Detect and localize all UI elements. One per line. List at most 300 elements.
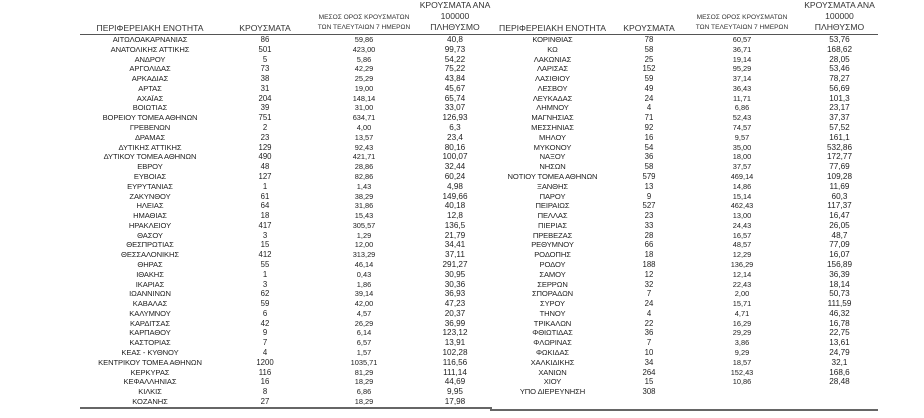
table-row [490, 299, 878, 309]
avg7-cell: 15,43 [354, 211, 374, 221]
table-row [490, 143, 878, 153]
per100k-cell: 56,69 [829, 83, 850, 93]
region-cell: ΠΕΛΛΑΣ [537, 211, 568, 221]
cases-cell: 58 [644, 44, 654, 54]
region-cell: ΠΡΕΒΕΖΑΣ [532, 230, 573, 240]
per100k-cell: 28,05 [829, 54, 850, 64]
table-row [490, 133, 878, 143]
avg7-cell: 48,57 [732, 240, 752, 250]
per100k-cell: 53,46 [829, 64, 850, 74]
spacer-cell [801, 397, 878, 410]
per100k-cell: 77,69 [829, 162, 850, 172]
cases-cell: 12 [644, 269, 654, 279]
table-row [490, 319, 878, 329]
table-row [80, 348, 492, 358]
cases-cell: 4 [646, 308, 652, 318]
table-row [80, 319, 492, 329]
per100k-cell: 17,98 [418, 397, 492, 408]
avg7-cell: 9,29 [734, 348, 750, 357]
header-per100k [418, 0, 492, 35]
header-region: ΠΕΡΙΦΕΡΕΙΑΚΗ ΕΝΟΤΗΤΑ [80, 0, 220, 35]
per100k-cell: 99,73 [444, 44, 466, 54]
avg7-cell: 16,57 [732, 230, 752, 240]
region-cell: ΑΡΓΟΛΙΔΑΣ [129, 64, 171, 74]
region-cell: ΥΠΟ ΔΙΕΡΕΥΝΗΣΗ [519, 387, 586, 397]
per100k-cell: 168,6 [829, 367, 850, 377]
header-per100k-line2: ΠΛΗΘΥΣΜΟ [430, 22, 480, 32]
table-row [490, 55, 878, 65]
avg7-cell: 15,71 [732, 299, 752, 309]
avg7-cell: 1,86 [356, 279, 372, 289]
per100k-cell: 123,12 [442, 328, 468, 338]
cases-cell: 24 [644, 93, 654, 103]
cases-cell: 28 [644, 230, 654, 240]
table-row [490, 260, 878, 270]
header-cases: ΚΡΟΥΣΜΑΤΑ [615, 0, 683, 35]
table-row [490, 270, 878, 280]
per100k-cell: 20,37 [444, 308, 466, 318]
avg7-cell: 4,00 [356, 123, 372, 133]
cases-cell: 751 [258, 113, 272, 123]
table-row [490, 182, 878, 192]
per100k-cell: 40,8 [447, 35, 463, 44]
cases-cell: 33 [644, 220, 654, 230]
region-cell: ΚΕΑΣ - ΚΥΘΝΟΥ [121, 348, 179, 357]
region-cell: ΗΛΕΙΑΣ [136, 201, 164, 211]
region-cell: ΑΡΤΑΣ [138, 83, 162, 93]
cases-cell: 16 [260, 377, 270, 387]
avg7-cell: 18,57 [732, 357, 752, 367]
avg7-cell: 148,14 [352, 93, 376, 103]
cases-cell: 39 [260, 103, 270, 113]
table-row [80, 299, 492, 309]
spacer-cell [683, 397, 801, 410]
table-row [80, 250, 492, 260]
cases-cell: 129 [258, 142, 272, 152]
header-per100k [801, 0, 878, 35]
per100k-cell: 26,05 [829, 220, 850, 230]
region-cell: ΕΥΒΟΙΑΣ [133, 171, 167, 181]
cases-cell: 71 [644, 113, 654, 123]
table-row [490, 45, 878, 55]
table-row [80, 240, 492, 250]
per100k-cell: 16,78 [829, 318, 850, 328]
avg7-cell: 59,86 [354, 35, 374, 44]
table-row [490, 172, 878, 182]
region-cell: ΚΕΦΑΛΛΗΝΙΑΣ [123, 377, 177, 387]
avg7-cell: 37,14 [732, 74, 752, 84]
table-row [80, 162, 492, 172]
table-row [80, 211, 492, 221]
per100k-cell: 149,66 [442, 191, 468, 201]
avg7-cell: 305,57 [352, 220, 376, 230]
region-cell: ΔΡΑΜΑΣ [134, 132, 166, 142]
avg7-cell: 36,71 [732, 44, 752, 54]
region-cell: ΛΑΡΙΣΑΣ [536, 64, 569, 74]
avg7-cell: 14,86 [732, 181, 752, 191]
cases-cell: 55 [260, 259, 270, 269]
region-cell: ΠΑΡΟΥ [539, 191, 566, 201]
avg7-cell: 10,86 [732, 377, 752, 387]
per100k-cell: 57,52 [829, 123, 850, 133]
avg7-cell: 1,57 [356, 348, 372, 357]
avg7-cell: 31,86 [354, 201, 374, 211]
region-cell: ΑΝΑΤΟΛΙΚΗΣ ΑΤΤΙΚΗΣ [110, 44, 190, 54]
avg7-cell: 74,57 [732, 123, 752, 133]
cases-cell: 4 [646, 103, 652, 113]
table-body-right [490, 35, 878, 410]
per100k-cell: 109,28 [826, 171, 853, 181]
avg7-cell: 1,29 [356, 230, 372, 240]
avg7-cell: 28,86 [354, 162, 374, 172]
region-cell: ΝΗΣΩΝ [539, 162, 566, 172]
cases-cell: 49 [644, 83, 654, 93]
region-cell: ΕΥΡΥΤΑΝΙΑΣ [127, 181, 173, 191]
per100k-cell: 6,3 [449, 123, 461, 133]
cases-cell: 116 [258, 367, 272, 377]
per100k-cell: 111,14 [443, 367, 467, 377]
table-row [490, 192, 878, 202]
region-cell: ΜΗΛΟΥ [539, 132, 566, 142]
avg7-cell: 18,00 [732, 152, 752, 162]
table-row [80, 397, 492, 408]
cases-cell: 3 [262, 230, 268, 240]
avg7-cell: 81,29 [354, 367, 374, 377]
per100k-cell: 16,07 [829, 250, 850, 260]
region-cell: ΦΛΩΡΙΝΑΣ [533, 338, 572, 348]
table-row [80, 45, 492, 55]
per100k-cell: 136,5 [444, 220, 466, 230]
per100k-cell: 9,95 [447, 387, 463, 397]
header-per100k-line1: ΚΡΟΥΣΜΑΤΑ ΑΝΑ 100000 [419, 0, 491, 21]
avg7-cell: 6,86 [356, 387, 372, 397]
cases-table-left [80, 0, 492, 409]
cases-cell: 264 [642, 367, 656, 377]
cases-cell: 23 [644, 211, 654, 221]
per100k-cell: 34,41 [444, 240, 466, 250]
region-cell: ΘΕΣΠΡΩΤΙΑΣ [126, 240, 174, 250]
per100k-cell: 80,16 [444, 142, 466, 152]
region-cell: ΚΕΝΤΡΙΚΟΥ ΤΟΜΕΑ ΑΘΗΝΩΝ [98, 357, 202, 367]
table-row [80, 152, 492, 162]
table-row [490, 123, 878, 133]
region-cell: ΣΑΜΟΥ [539, 269, 566, 279]
cases-cell: 16 [644, 132, 654, 142]
region-cell: ΒΟΡΕΙΟΥ ΤΟΜΕΑ ΑΘΗΝΩΝ [102, 113, 198, 123]
cases-cell: 1200 [256, 357, 274, 367]
region-cell: ΗΜΑΘΙΑΣ [133, 211, 167, 221]
region-cell: ΒΟΙΩΤΙΑΣ [132, 103, 168, 113]
per100k-cell: 33,07 [444, 103, 466, 113]
table-row [80, 368, 492, 378]
per100k-cell: 45,67 [444, 83, 466, 93]
table-row [80, 94, 492, 104]
region-cell: ΑΧΑΪΑΣ [136, 93, 164, 103]
avg7-cell: 462,43 [730, 201, 754, 211]
table-row [80, 328, 492, 338]
cases-cell: 3 [262, 279, 268, 289]
cases-cell: 417 [258, 220, 272, 230]
table-row [80, 172, 492, 182]
table-row [80, 280, 492, 290]
cases-cell: 31 [260, 83, 270, 93]
cases-cell: 23 [260, 132, 270, 142]
per100k-cell: 48,7 [831, 230, 848, 240]
region-cell: ΓΡΕΒΕΝΩΝ [129, 123, 171, 133]
table-row [80, 133, 492, 143]
cases-cell: 54 [644, 142, 654, 152]
region-cell: ΑΙΤΩΛΟΑΚΑΡΝΑΝΙΑΣ [112, 35, 188, 44]
table-row [490, 201, 878, 211]
cases-cell: 32 [644, 279, 654, 289]
cases-cell: 22 [644, 318, 654, 328]
per100k-cell: 101,3 [829, 93, 850, 103]
table-row [490, 103, 878, 113]
per100k-cell: 23,17 [829, 103, 850, 113]
per100k-cell: 24,79 [829, 348, 850, 357]
cases-cell: 10 [644, 348, 654, 357]
region-cell: ΚΑΡΠΑΘΟΥ [129, 328, 171, 338]
table-row [80, 387, 492, 397]
table-row [490, 162, 878, 172]
cases-cell: 5 [262, 54, 268, 64]
table-row [490, 358, 878, 368]
region-cell: ΔΥΤΙΚΟΥ ΤΟΜΕΑ ΑΘΗΝΩΝ [103, 152, 197, 162]
per100k-cell: 168,62 [826, 44, 853, 54]
per100k-cell: 100,07 [442, 152, 468, 162]
avg7-cell: 42,00 [354, 299, 374, 309]
cases-cell: 66 [644, 240, 654, 250]
region-cell: ΙΚΑΡΙΑΣ [135, 279, 165, 289]
avg7-cell: 52,43 [732, 113, 752, 123]
cases-cell: 61 [260, 191, 270, 201]
table-row [80, 143, 492, 153]
table-row [490, 289, 878, 299]
table-row-spacer [490, 397, 878, 410]
avg7-cell: 25,29 [354, 74, 374, 84]
table-row [490, 35, 878, 45]
table-row [490, 84, 878, 94]
region-cell: ΧΑΝΙΩΝ [538, 367, 567, 377]
per100k-cell: 28,48 [829, 377, 850, 387]
region-cell: ΑΝΔΡΟΥ [134, 54, 166, 64]
per100k-cell: 43,84 [444, 74, 466, 84]
per100k-cell: 32,1 [831, 357, 848, 367]
region-cell: ΚΩ [547, 44, 558, 54]
avg7-cell: 13,00 [732, 211, 752, 221]
cases-cell: 527 [642, 201, 656, 211]
per100k-cell: 102,28 [442, 348, 468, 357]
cases-cell: 152 [642, 64, 656, 74]
table-row [490, 368, 878, 378]
table-row [80, 201, 492, 211]
cases-cell: 27 [220, 397, 310, 408]
region-cell: ΛΕΣΒΟΥ [537, 83, 568, 93]
avg7-cell: 15,14 [732, 191, 752, 201]
region-cell: ΝΟΤΙΟΥ ΤΟΜΕΑ ΑΘΗΝΩΝ [507, 171, 598, 181]
cases-cell: 7 [646, 289, 652, 299]
avg7-cell: 1,43 [356, 181, 372, 191]
per100k-cell: 111,59 [827, 299, 852, 309]
avg7-cell: 35,00 [732, 142, 752, 152]
per100k-cell: 75,22 [444, 64, 466, 74]
avg7-cell: 42,29 [354, 64, 374, 74]
region-cell: ΙΘΑΚΗΣ [136, 269, 164, 279]
avg7-cell: 136,29 [730, 259, 754, 269]
region-cell: ΞΑΝΘΗΣ [537, 181, 568, 191]
region-cell: ΔΥΤΙΚΗΣ ΑΤΤΙΚΗΣ [118, 142, 182, 152]
table-row [80, 74, 492, 84]
avg7-cell: 12,00 [354, 240, 374, 250]
per100k-cell: 11,69 [829, 181, 850, 191]
per100k-cell: 47,23 [444, 299, 466, 309]
region-cell: ΠΙΕΡΙΑΣ [538, 220, 567, 230]
cases-cell: 24 [644, 299, 654, 309]
cases-cell: 15 [644, 377, 654, 387]
table-row [80, 260, 492, 270]
avg7-cell: 2,00 [734, 289, 750, 299]
avg7-cell: 16,29 [732, 318, 752, 328]
cases-cell: 86 [260, 35, 270, 44]
avg7-cell: 29,29 [732, 328, 752, 338]
per100k-cell: 116,56 [442, 357, 468, 367]
table-row [80, 84, 492, 94]
per100k-cell: 12,8 [447, 211, 463, 221]
avg7-cell: 18,29 [354, 377, 374, 387]
avg7-cell: 12,14 [732, 269, 752, 279]
avg7-cell: 24,43 [732, 220, 752, 230]
per100k-cell: 4,98 [447, 181, 463, 191]
cases-cell: 36 [644, 328, 654, 338]
region-cell: ΜΑΓΝΗΣΙΑΣ [531, 113, 574, 123]
region-cell: ΘΑΣΟΥ [137, 230, 163, 240]
region-cell: ΣΕΡΡΩΝ [537, 279, 568, 289]
per100k-cell: 36,93 [444, 289, 466, 299]
region-cell: ΙΩΑΝΝΙΝΩΝ [129, 289, 171, 299]
avg7-cell: 152,43 [730, 367, 754, 377]
per100k-cell: 23,4 [447, 132, 463, 142]
region-cell: ΜΕΣΣΗΝΙΑΣ [531, 123, 574, 133]
avg7-cell: 26,29 [354, 318, 374, 328]
cases-cell: 490 [258, 152, 272, 162]
region-cell: ΚΙΛΚΙΣ [138, 387, 162, 397]
table-row [490, 348, 878, 358]
region-cell: ΦΘΙΩΤΙΔΑΣ [532, 328, 573, 338]
avg7-cell [683, 387, 801, 397]
avg7-cell: 46,14 [354, 259, 374, 269]
region-cell: ΣΠΟΡΑΔΩΝ [531, 289, 574, 299]
region-cell: ΠΕΙΡΑΙΩΣ [535, 201, 570, 211]
header-per100k-line1: ΚΡΟΥΣΜΑΤΑ ΑΝΑ 100000 [804, 0, 875, 21]
cases-cell: 92 [644, 123, 654, 133]
table-row [80, 55, 492, 65]
region-cell: ΧΙΟΥ [543, 377, 562, 387]
avg7-cell: 0,43 [356, 269, 372, 279]
avg7-cell: 634,71 [352, 113, 376, 123]
table-row [80, 270, 492, 280]
per100k-cell: 291,27 [442, 259, 468, 269]
region-cell: ΛΕΥΚΑΔΑΣ [532, 93, 573, 103]
per100k-cell: 13,61 [829, 338, 850, 348]
cases-cell: 18 [260, 211, 270, 221]
table-row [490, 280, 878, 290]
table-row [80, 192, 492, 202]
region-cell: ΡΟΔΟΠΗΣ [534, 250, 571, 260]
cases-cell: 7 [646, 338, 652, 348]
avg7-cell: 38,29 [354, 191, 374, 201]
cases-cell: 4 [262, 348, 268, 357]
table-row [490, 240, 878, 250]
spacer-cell [490, 397, 615, 410]
per100k-cell: 53,76 [829, 35, 850, 44]
per100k-cell: 78,27 [829, 74, 850, 84]
region-cell: ΚΑΛΥΜΝΟΥ [129, 308, 171, 318]
avg7-cell: 60,57 [732, 35, 752, 44]
cases-cell: 38 [260, 74, 270, 84]
cases-cell: 204 [258, 93, 272, 103]
avg7-cell: 469,14 [730, 171, 754, 181]
avg7-cell: 39,14 [354, 289, 374, 299]
table-row [80, 113, 492, 123]
per100k-cell: 40,18 [444, 201, 466, 211]
region-cell: ΜΥΚΟΝΟΥ [533, 142, 572, 152]
cases-cell: 59 [260, 299, 270, 309]
per100k-cell: 126,93 [442, 113, 468, 123]
per100k-cell: 54,22 [444, 54, 466, 64]
table-row [490, 113, 878, 123]
region-cell: ΛΗΜΝΟΥ [536, 103, 569, 113]
avg7-cell: 31,00 [354, 103, 374, 113]
per100k-cell: 77,09 [829, 240, 850, 250]
cases-cell: 59 [644, 74, 654, 84]
table-row [490, 221, 878, 231]
per100k-cell: 117,37 [827, 201, 852, 211]
cases-cell: 8 [262, 387, 268, 397]
table-row [490, 328, 878, 338]
region-cell: ΘΕΣΣΑΛΟΝΙΚΗΣ [121, 250, 179, 260]
table-row [80, 377, 492, 387]
per100k-cell: 13,91 [444, 338, 466, 348]
cases-cell: 36 [644, 152, 654, 162]
cases-cell: 34 [644, 357, 654, 367]
cases-cell: 2 [262, 123, 268, 133]
spacer-cell [615, 397, 683, 410]
avg7-cell: 6,57 [356, 338, 372, 348]
region-cell: ΖΑΚΥΝΘΟΥ [129, 191, 171, 201]
header-avg7-line1: ΜΕΣΟΣ ΟΡΟΣ ΚΡΟΥΣΜΑΤΩΝ [318, 14, 410, 21]
avg7-cell: 5,86 [356, 54, 372, 64]
per100k-cell: 30,95 [444, 269, 466, 279]
avg7-cell: 95,29 [732, 64, 752, 74]
region-cell: ΤΗΝΟΥ [539, 308, 566, 318]
cases-cell: 58 [644, 162, 654, 172]
table-row [80, 35, 492, 45]
avg7-cell: 19,14 [732, 54, 752, 64]
per100k-cell: 37,11 [445, 250, 465, 260]
table-row [490, 250, 878, 260]
region-cell: ΚΟΡΙΝΘΙΑΣ [532, 35, 573, 44]
table-row [80, 64, 492, 74]
region-cell: ΚΑΒΑΛΑΣ [132, 299, 168, 309]
cases-cell: 48 [260, 162, 270, 172]
per100k-cell: 161,1 [829, 132, 850, 142]
table-row [490, 231, 878, 241]
cases-cell: 15 [260, 240, 270, 250]
avg7-cell: 22,43 [732, 279, 752, 289]
avg7-cell: 1035,71 [350, 357, 378, 367]
header-avg7-line2: ΤΩΝ ΤΕΛΕΥΤΑΙΩΝ 7 ΗΜΕΡΩΝ [695, 24, 789, 31]
avg7-cell: 313,29 [352, 250, 376, 260]
